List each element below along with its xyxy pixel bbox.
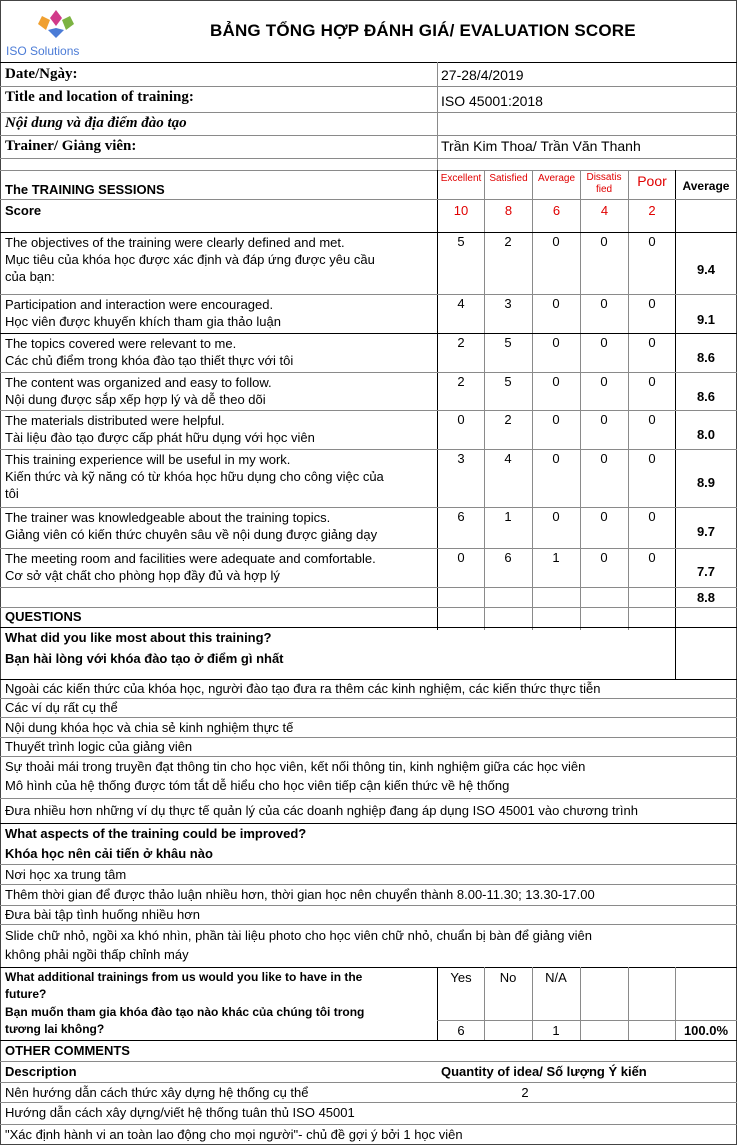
q2-answer-5: không phải ngồi thấp chỉnh máy [5, 947, 189, 962]
row-count: 0 [648, 374, 656, 389]
q1-answer-4: Thuyết trình logic của giảng viên [5, 739, 193, 754]
q3-value-na: 1 [552, 1023, 560, 1038]
row-question-vi2: của bạn: [5, 269, 55, 284]
logo [4, 4, 104, 58]
row-question [5, 296, 281, 330]
q3-vi-1: Bạn muốn tham gia khóa đào tạo nào khác của chúng tôi trong [5, 1005, 365, 1019]
row-question [5, 509, 377, 543]
row-count: 0 [552, 335, 560, 350]
row-average: 8.6 [696, 350, 716, 365]
col-average: Average [537, 173, 576, 184]
q3-col-no: No [499, 970, 517, 985]
row-count: 0 [552, 509, 560, 524]
q1-answer-3: Nội dung khóa học và chia sẻ kinh nghiệm thực tế [5, 720, 294, 735]
row-count: 0 [648, 296, 656, 311]
col-average-total: Average [682, 179, 730, 193]
qty-label: Quantity of idea/ Số lượng Ý kiến [441, 1064, 647, 1079]
row-question-en: The trainer was knowledgeable about the training topics. [5, 510, 331, 525]
row-count: 0 [600, 335, 608, 350]
q3-vi-2: tương lai không? [5, 1022, 105, 1036]
col-satisfied: Satisfied [489, 173, 528, 184]
sessions-heading: The TRAINING SESSIONS [5, 182, 165, 197]
questions-heading: QUESTIONS [5, 609, 82, 624]
row-count: 5 [504, 374, 512, 389]
row-count: 4 [504, 451, 512, 466]
row-question [5, 374, 272, 408]
row-count: 0 [552, 412, 560, 427]
row-count: 0 [600, 234, 608, 249]
q1-vi: Bạn hài lòng với khóa đào tạo ở điểm gì nhất [5, 651, 284, 666]
row-count: 0 [600, 451, 608, 466]
row-question [5, 234, 375, 285]
row-count: 2 [457, 374, 465, 389]
row-count: 6 [457, 509, 465, 524]
row-count: 2 [504, 234, 512, 249]
row-question-en: This training experience will be useful in my work. [5, 452, 291, 467]
score-label: Score [5, 203, 42, 218]
row-count: 0 [600, 550, 608, 565]
score-excellent: 10 [453, 203, 469, 218]
row-average: 8.0 [696, 427, 716, 442]
row-question-vi2: tôi [5, 486, 19, 501]
other-item-1: Nên hướng dẫn cách thức xây dựng hệ thống cụ thể [5, 1085, 309, 1100]
date-value: 27-28/4/2019 [441, 67, 524, 83]
row-question-en: The materials distributed were helpful. [5, 413, 225, 428]
row-count: 0 [552, 296, 560, 311]
row-question-vi: Kiến thức và kỹ năng có từ khóa học hữu dụng cho công việc của [5, 469, 384, 484]
row-count: 4 [457, 296, 465, 311]
row-count: 3 [504, 296, 512, 311]
q1-answer-6: Mô hình của hệ thống được tóm tắt dễ hiểu cho học viên tiếp cận kiến thức về hệ thống [5, 778, 510, 793]
trainer-label: Trainer/ Giảng viên: [5, 138, 137, 154]
row-question-vi: Nội dung được sắp xếp hợp lý và dễ theo dõi [5, 392, 266, 407]
q2-answer-2: Thêm thời gian để được thảo luận nhiều hơn, thời gian học nên chuyển thành 8.00-11.30; 13.30-17.00 [5, 887, 595, 902]
row-question-en: The topics covered were relevant to me. [5, 336, 237, 351]
col-dissatisfied: Dissatis fied [586, 172, 622, 195]
row-question-vi: Mục tiêu của khóa học được xác định và đáp ứng được yêu cầu [5, 252, 375, 267]
row-count: 0 [552, 451, 560, 466]
other-item-1-qty: 2 [521, 1085, 529, 1100]
q1-en: What did you like most about this training? [5, 630, 272, 645]
q1-answer-7: Đưa nhiều hơn những ví dụ thực tế quản lý của các doanh nghiệp đang áp dụng ISO 45001 vào chương trình [5, 803, 638, 818]
row-question-vi: Cơ sở vật chất cho phòng họp đầy đủ và hợp lý [5, 568, 280, 583]
row-count: 2 [504, 412, 512, 427]
row-count: 0 [648, 234, 656, 249]
q1-answer-5: Sự thoải mái trong truyền đạt thông tin cho học viên, kết nối thông tin, kinh nghiệm giữa các học viên [5, 759, 586, 774]
row-question-vi: Giảng viên có kiến thức chuyên sâu về nội dung được giảng dạy [5, 527, 378, 542]
logo-text: ISO Solutions [6, 44, 80, 58]
row-question-en: The objectives of the training were clearly defined and met. [5, 235, 345, 250]
row-question-vi: Tài liệu đào tạo được cấp phát hữu dụng với học viên [5, 430, 315, 445]
row-count: 3 [457, 451, 465, 466]
row-question [5, 550, 376, 584]
q3-percent: 100.0% [683, 1023, 729, 1038]
row-count: 5 [457, 234, 465, 249]
row-count: 0 [600, 509, 608, 524]
title-label-vi: Nội dung và địa điểm đào tạo [5, 115, 187, 131]
q1-answer-2: Các ví dụ rất cụ thể [5, 700, 118, 715]
row-count: 0 [648, 550, 656, 565]
score-poor: 2 [648, 203, 656, 218]
row-average: 7.7 [696, 564, 716, 579]
score-dissatisfied: 4 [600, 203, 609, 218]
q3-en-2: future? [5, 987, 47, 1001]
q2-en: What aspects of the training could be improved? [5, 826, 307, 841]
row-question-vi: Các chủ điểm trong khóa đào tạo thiết thực với tôi [5, 353, 294, 368]
q1-answer-1: Ngoài các kiến thức của khóa học, người đào tạo đưa ra thêm các kinh nghiệm, các kiến thức thực tiễn [5, 681, 601, 696]
row-count: 0 [552, 234, 560, 249]
row-question [5, 412, 315, 446]
total-average: 8.8 [696, 590, 716, 605]
date-label: Date/Ngày: [5, 66, 78, 82]
row-question-en: The meeting room and facilities were adequate and comfortable. [5, 551, 376, 566]
row-count: 0 [648, 335, 656, 350]
q3-col-na: N/A [545, 970, 567, 985]
row-count: 0 [648, 451, 656, 466]
page-title: BẢNG TỔNG HỢP ĐÁNH GIÁ/ EVALUATION SCORE [210, 21, 636, 40]
other-heading: OTHER COMMENTS [5, 1043, 130, 1058]
iso-logo-icon [26, 4, 86, 44]
other-item-3: "Xác định hành vi an toàn lao động cho mọi người"- chủ đề gợi ý bởi 1 học viên [5, 1127, 463, 1142]
row-count: 0 [457, 550, 465, 565]
col-excellent: Excellent [440, 173, 482, 184]
row-count: 0 [600, 374, 608, 389]
row-average: 8.6 [696, 389, 716, 404]
score-satisfied: 8 [504, 203, 513, 218]
q2-answer-4: Slide chữ nhỏ, ngồi xa khó nhìn, phần tài liệu photo cho học viên chữ nhỏ, chuẩn bị bàn để giảng viên [5, 928, 592, 943]
row-average: 9.7 [696, 524, 716, 539]
row-count: 6 [504, 550, 512, 565]
q3-col-yes: Yes [450, 970, 472, 985]
row-count: 0 [457, 412, 465, 427]
row-count: 1 [552, 550, 560, 565]
row-count: 0 [600, 412, 608, 427]
trainer-value: Trần Kim Thoa/ Trần Văn Thanh [441, 138, 641, 154]
row-count: 0 [648, 509, 656, 524]
row-count: 0 [648, 412, 656, 427]
row-average: 9.4 [696, 262, 716, 277]
row-count: 0 [552, 374, 560, 389]
row-question [5, 335, 293, 369]
q2-vi: Khóa học nên cải tiến ở khâu nào [5, 846, 213, 861]
other-item-2: Hướng dẫn cách xây dựng/viết hệ thống tuân thủ ISO 45001 [5, 1105, 355, 1120]
row-count: 1 [504, 509, 512, 524]
row-average: 9.1 [696, 312, 716, 327]
row-question-vi: Học viên được khuyến khích tham gia thảo luận [5, 314, 281, 329]
row-count: 2 [457, 335, 465, 350]
score-average: 6 [552, 203, 561, 218]
col-poor: Poor [637, 173, 667, 189]
row-question-en: Participation and interaction were encouraged. [5, 297, 274, 312]
q3-en-1: What additional trainings from us would you like to have in the [5, 970, 363, 984]
q2-answer-1: Nơi học xa trung tâm [5, 867, 127, 882]
title-value: ISO 45001:2018 [441, 93, 543, 109]
row-count: 0 [600, 296, 608, 311]
q3-value-yes: 6 [457, 1023, 465, 1038]
q2-answer-3: Đưa bài tập tình huống nhiều hơn [5, 907, 201, 922]
row-question-en: The content was organized and easy to follow. [5, 375, 272, 390]
row-average: 8.9 [696, 475, 716, 490]
title-label: Title and location of training: [5, 89, 194, 105]
row-count: 5 [504, 335, 512, 350]
row-question [5, 451, 384, 502]
desc-label: Description [5, 1064, 77, 1079]
